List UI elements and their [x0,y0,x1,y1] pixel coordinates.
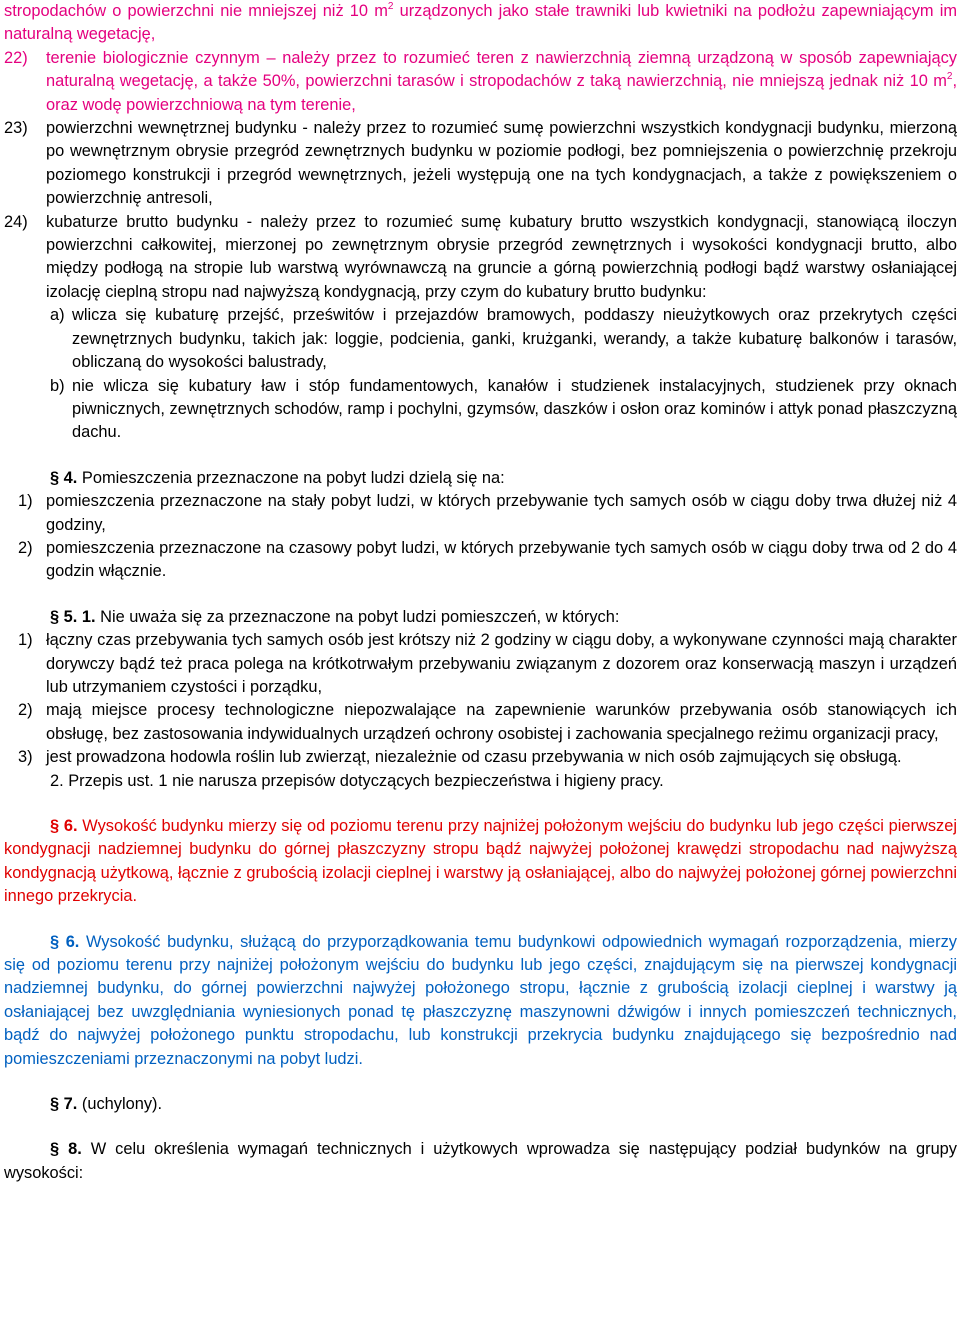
list-number: 22) [4,48,28,67]
section-mark: § 6. [50,817,78,835]
paragraph-intro: Pomieszczenia przeznaczone na pobyt ludzi dzielą się na: [77,468,505,487]
paragraph-6-new [4,931,957,1071]
list-item-text: powierzchni wewnętrznej budynku - należy przez to rozumieć sumę powierzchni wszystkich kondygnacji budynku, mierzoną po wewnętrznym obrysie przegród zewnętrznych budynku w poziomie podłogi, bez pomniejszenia o powierzchnię przekroju poziomego konstrukcji i przegród wewnętrznych, jeżeli występują one na tych kondygnacjach, a także z powiększeniem o powierzchnię antresoli, [46,119,957,208]
sub-item-b [4,375,957,445]
list-item-text: łączny czas przebywania tych samych osób jest krótszy niż 2 godziny w ciągu doby, a wykonywane czynności mają charakter dorywczy bądź też praca polega na krótkotrwałym przebywaniu związanym z dozorem oraz konserwacją maszyn i urządzeń lub utrzymaniem czystości i porządku, [46,631,957,696]
paragraph-text: W celu określenia wymagań technicznych i użytkowych wprowadza się następujący podział budynków na grupy wysokości: [4,1140,957,1182]
list-number: 23) [4,119,28,138]
paragraph-8 [4,1138,957,1185]
list-item-text: pomieszczenia przeznaczone na czasowy pobyt ludzi, w których przebywanie tych samych osób w ciągu doby trwa od 2 do 4 godzin włącznie. [46,538,957,581]
list-item-text [46,47,957,117]
list-number: 1) [18,631,33,650]
paragraph-intro: Nie uważa się za przeznaczone na pobyt ludzi pomieszczeń, w których: [95,607,620,626]
continuation-paragraph [4,0,957,47]
superscript: 2 [946,71,953,83]
par4-item-2 [4,537,957,584]
list-item-text: jest prowadzona hodowla roślin lub zwierząt, niezależnie od czasu przebywania w nich osób zajmujących się obsługą. [46,748,902,767]
paragraph-5-heading [4,606,957,629]
section-mark: § 4. [50,468,78,487]
list-item-22 [4,47,957,117]
list-item-24 [4,211,957,305]
superscript: 2 [387,1,394,12]
section-mark: § 8. [50,1140,82,1159]
list-item-text: kubaturze brutto budynku - należy przez to rozumieć sumę kubatury brutto wszystkich kondygnacji, stanowiącą iloczyn powierzchni całkowitej, mierzonej po zewnętrznym obrysie przegród zewnętrznych i wysokości kondygnacji brutto, albo między podłogą na stropie lub warstwą wyrównawczą na gruncie a górną powierzchnią podłogi bądź warstwy osłaniającej izolację cieplną stropu nad najwyższą kondygnacją, przy czym do kubatury brutto budynku: [46,212,957,301]
list-number: 1) [18,492,33,511]
list-number: 2) [18,538,33,557]
section-mark: § 7. [50,1095,78,1114]
sub-item-text: nie wlicza się kubatury ław i stóp fundamentowych, kanałów i studzienek instalacyjnych, studzienek przy oknach piwnicznych, zewnętrznych schodów, ramp i pochylni, gzymsów, daszków i osłon oraz kominów i attyk ponad płaszczyzną dachu. [72,376,957,442]
spacer [4,584,957,606]
paragraph-5-ust-2: 2. Przepis ust. 1 nie narusza przepisów dotyczących bezpieczeństwa i higieny pracy. [50,771,664,790]
section-mark: § 6. [50,932,80,951]
paragraph-text: (uchylony). [77,1095,163,1114]
continuation-text-end: urządzonych jako stałe trawniki lub kwietniki na podłożu zapewniającym im naturalną wegetację, [4,2,957,44]
sub-item-letter: b) [50,376,65,395]
paragraph-7 [4,1093,957,1116]
sub-item-letter: a) [50,306,65,325]
paragraph-text: Wysokość budynku, służącą do przyporządkowania temu budynkowi odpowiednich wymagań rozporządzenia, mierzy się od poziomu terenu przy najniżej położonym wejściu do budynku lub jego części, znajdującym się na pierwszej kondygnacji nadziemnej budynku, do górnej powierzchni najwyżej położonego stropu, łącznie z grubością izolacji cieplnej i warstwy ją osłaniającej bez uwzględniania wyniesionych ponad tę płaszczyznę maszynowni dźwigów i innych pomieszczeń technicznych, bądź do najwyżej położonego punktu stropodachu, lub konstrukcji przekrycia budynku znajdującego się bezpośrednio nad pomieszczeniami przeznaczonymi na pobyt ludzi. [4,932,957,1068]
spacer [4,909,957,931]
list-number: 24) [4,212,28,231]
list-number: 3) [18,748,33,767]
par5-item-3 [4,746,957,769]
spacer [4,445,957,467]
list-item-text: mają miejsce procesy technologiczne niepozwalające na zapewnienie warunków przebywania osób stanowiących ich obsługę, bez zastosowania indywidualnych urządzeń ochrony osobistej i zachowania specjalnego reżimu organizacji pracy, [46,701,957,743]
spacer [4,1071,957,1093]
sub-item-text: wlicza się kubaturę przejść, prześwitów i przejazdów bramowych, poddaszy nieużytkowych oraz przekrytych części zewnętrznych budynku, takich jak: loggie, podcienia, ganki, krużganki, werandy, a także kubaturę balkonów i tarasów, obliczaną do wysokości balustrady, [72,306,957,372]
item-22-text-end: , oraz wodę powierzchniową na tym terenie, [46,72,957,114]
par5-item-1 [4,629,957,699]
paragraph-6-old [4,815,957,909]
list-item-text: pomieszczenia przeznaczone na stały pobyt ludzi, w których przebywanie tych samych osób w ciągu doby trwa dłużej niż 4 godziny, [46,492,957,534]
spacer [4,793,957,815]
spacer [4,1116,957,1138]
list-item-23 [4,117,957,211]
par5-item-2 [4,699,957,746]
par4-item-1 [4,490,957,537]
section-mark: § 5. 1. [50,607,96,626]
paragraph-4-heading [4,467,957,490]
sub-item-a [4,304,957,374]
item-22-text: terenie biologicznie czynnym – należy przez to rozumieć teren z nawierzchnią ziemną urządzoną w sposób zapewniający naturalną wegetację, a także 50%, powierzchni tarasów i stropodachów z taką nawierzchnią, nie mniejszą jednak niż 10 m [46,48,957,91]
continuation-text: stropodachów o powierzchni nie mniejszej niż 10 m [4,2,388,20]
paragraph-text: Wysokość budynku mierzy się od poziomu terenu przy najniżej położonym wejściu do budynku lub jego części pierwszej kondygnacji nadziemnej budynku do górnej płaszczyzny stropu bądź najwyżej położonej krawędzi stropodachu nad najwyższą kondygnacją użytkową, łącznie z grubością izolacji cieplnej i warstwy ją osłaniającej, albo do najwyżej położonej górnej powierzchni innego przekrycia. [4,817,957,906]
list-number: 2) [18,701,33,720]
